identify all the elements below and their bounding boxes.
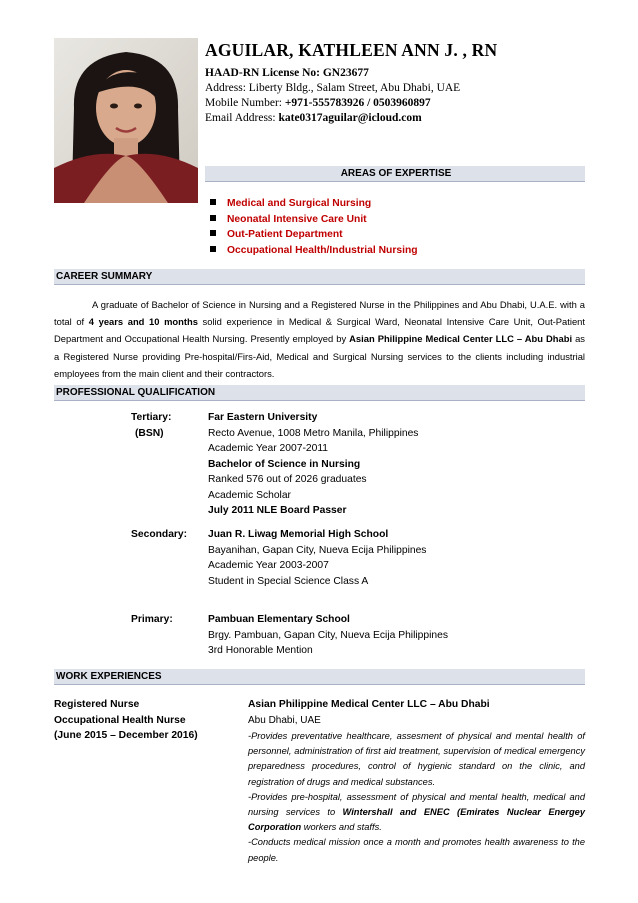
secondary-address: Bayanihan, Gapan City, Nueva Ecija Philippines [208, 545, 427, 556]
expertise-list [210, 196, 418, 258]
secondary-school: Juan R. Liwag Memorial High School [208, 529, 389, 540]
list-item: Out-Patient Department [210, 227, 418, 243]
work-experiences-heading: WORK EXPERIENCES [54, 669, 585, 685]
contact-header [205, 40, 605, 126]
profile-photo [54, 38, 198, 203]
list-item: Occupational Health/Industrial Nursing [210, 243, 418, 259]
tertiary-rank: Ranked 576 out of 2026 graduates [208, 474, 367, 485]
tertiary-school: Far Eastern University [208, 412, 318, 423]
email-line: Email Address: kate0317aguilar@icloud.com [205, 112, 422, 124]
full-name: AGUILAR, KATHLEEN ANN J. , RN [205, 40, 498, 60]
secondary-label: Secondary: [131, 529, 188, 540]
job-period: (June 2015 – December 2016) [54, 730, 198, 741]
license-number: HAAD-RN License No: GN23677 [205, 67, 369, 79]
bullet-square-icon [210, 246, 216, 252]
address-line: Address: Liberty Bldg., Salam Street, Abu Dhabi, UAE [205, 82, 461, 94]
employer-name: Asian Philippine Medical Center LLC – Abu Dhabi [248, 699, 490, 710]
tertiary-year: Academic Year 2007-2011 [208, 443, 329, 454]
primary-honor: 3rd Honorable Mention [208, 645, 313, 656]
list-item: Neonatal Intensive Care Unit [210, 212, 418, 228]
secondary-year: Academic Year 2003-2007 [208, 560, 329, 571]
tertiary-board: July 2011 NLE Board Passer [208, 505, 347, 516]
expertise-heading: AREAS OF EXPERTISE [205, 166, 585, 182]
bullet-square-icon [210, 215, 216, 221]
career-summary-heading: CAREER SUMMARY [54, 269, 585, 285]
bullet-square-icon [210, 230, 216, 236]
career-summary-text: A graduate of Bachelor of Science in Nursing and a Registered Nurse in the Philippines and Abu Dhabi, U.A.E. with a total of 4 years and 10 months solid experience in Medical & Surgical Ward, Neonatal Intensive Care Unit, Out-Patient Department and Occupational Health Nursing. Presently employed by Asian Philippine Medical Center LLC – Abu Dhabi as a Registered Nurse providing Pre-hospital/Firs-Aid, Medical and Surgical Nursing services to the clients including industrial employees from the main client and their contractors. [54, 299, 585, 379]
secondary-note: Student in Special Science Class A [208, 576, 369, 587]
tertiary-address: Recto Avenue, 1008 Metro Manila, Philippines [208, 428, 419, 439]
duty-item: -Provides preventative healthcare, assesment of physical and mental health of personnel, administration of first aid treatment, supervision of medical emergency preparedness procedures, control of hygienic standard on the clinic, and registration of drugs and medical substances. [248, 731, 585, 787]
duty-item: -Provides pre-hospital, assessment of physical and mental health, medical and nursing services to Wintershall and ENEC (Emirates Nuclear Energey Corporation workers and staffs. [248, 791, 586, 833]
duty-item: -Conducts medical mission once a month and promotes health awareness to the people. [248, 837, 585, 863]
primary-address: Brgy. Pambuan, Gapan City, Nueva Ecija Philippines [208, 630, 449, 641]
primary-label: Primary: [131, 614, 173, 625]
tertiary-honor: Academic Scholar [208, 490, 291, 501]
mobile-line: Mobile Number: +971-555783926 / 0503960897 [205, 97, 431, 109]
tertiary-degree-abbr: (BSN) [135, 428, 164, 439]
primary-school: Pambuan Elementary School [208, 614, 350, 625]
list-item: Medical and Surgical Nursing [210, 196, 418, 212]
employer-location: Abu Dhabi, UAE [248, 715, 321, 726]
job-title-1: Registered Nurse [54, 699, 140, 710]
job-title-2: Occupational Health Nurse [54, 715, 186, 726]
bullet-square-icon [210, 199, 216, 205]
job-description [248, 729, 585, 866]
tertiary-degree: Bachelor of Science in Nursing [208, 459, 361, 470]
qualification-heading: PROFESSIONAL QUALIFICATION [54, 385, 585, 401]
tertiary-label: Tertiary: [131, 412, 172, 423]
